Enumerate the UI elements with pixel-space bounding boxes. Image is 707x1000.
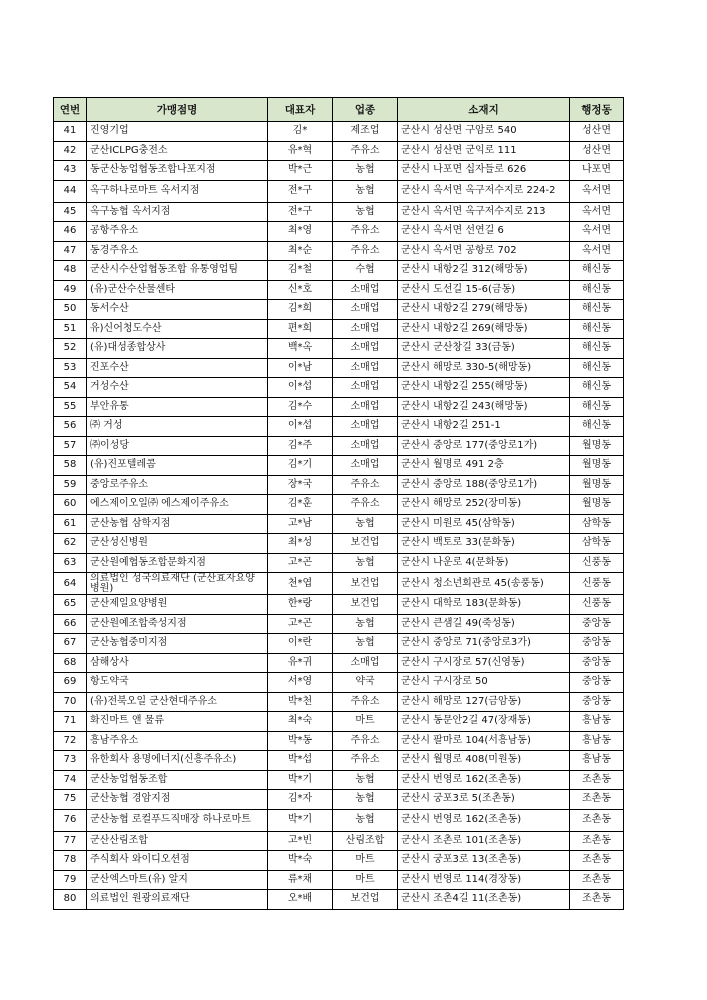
cell-dong: 월명동 xyxy=(570,495,624,515)
cell-type: 소매업 xyxy=(333,378,398,398)
cell-dong: 성산면 xyxy=(570,122,624,142)
cell-name: 옥구하나로마트 옥서지점 xyxy=(87,180,268,202)
cell-rep: 김*훈 xyxy=(268,495,333,515)
cell-type: 소매업 xyxy=(333,456,398,476)
cell-type: 마트 xyxy=(333,851,398,871)
cell-address: 군산시 내항2길 312(해망동) xyxy=(398,261,570,281)
cell-rep: 박*천 xyxy=(268,692,333,712)
cell-rep: 박*동 xyxy=(268,731,333,751)
cell-type: 농협 xyxy=(333,202,398,222)
cell-type: 주유소 xyxy=(333,731,398,751)
cell-type: 소매업 xyxy=(333,339,398,359)
cell-type: 소매업 xyxy=(333,300,398,320)
table-row xyxy=(54,673,624,693)
cell-no: 51 xyxy=(54,319,87,339)
cell-no: 57 xyxy=(54,436,87,456)
cell-type: 소매업 xyxy=(333,653,398,673)
cell-name: 군산성신병원 xyxy=(87,534,268,554)
cell-dong: 삼학동 xyxy=(570,514,624,534)
cell-no: 65 xyxy=(54,595,87,615)
table-row xyxy=(54,595,624,615)
table-row xyxy=(54,751,624,771)
cell-name: (유)전북오일 군산현대주유소 xyxy=(87,692,268,712)
cell-no: 54 xyxy=(54,378,87,398)
cell-rep: 박*기 xyxy=(268,809,333,831)
table-row xyxy=(54,634,624,654)
table-row xyxy=(54,122,624,142)
cell-dong: 신풍동 xyxy=(570,573,624,595)
cell-no: 50 xyxy=(54,300,87,320)
cell-dong: 옥서면 xyxy=(570,222,624,242)
table-row xyxy=(54,890,624,910)
header-rep: 대표자 xyxy=(268,98,333,122)
table-row xyxy=(54,378,624,398)
cell-dong: 성산면 xyxy=(570,141,624,161)
cell-rep: 김*기 xyxy=(268,456,333,476)
cell-name: 화진마트 앤 물류 xyxy=(87,712,268,732)
header-name: 가맹점명 xyxy=(87,98,268,122)
cell-rep: 신*호 xyxy=(268,280,333,300)
cell-address: 군산시 해망로 330-5(해망동) xyxy=(398,358,570,378)
cell-address: 군산시 번영로 114(경장동) xyxy=(398,870,570,890)
cell-rep: 천*엽 xyxy=(268,573,333,595)
cell-address: 군산시 청소년회관로 45(송풍동) xyxy=(398,573,570,595)
cell-address: 군산시 번영로 162(조촌동) xyxy=(398,809,570,831)
cell-dong: 조촌동 xyxy=(570,851,624,871)
cell-dong: 조촌동 xyxy=(570,831,624,851)
cell-type: 주유소 xyxy=(333,692,398,712)
cell-rep: 이*남 xyxy=(268,358,333,378)
cell-no: 61 xyxy=(54,514,87,534)
cell-no: 63 xyxy=(54,553,87,573)
table-row xyxy=(54,417,624,437)
cell-name: 군산시수산업협동조합 유통영업팀 xyxy=(87,261,268,281)
cell-name: 군산농협 경암지점 xyxy=(87,790,268,810)
cell-name: 에스제이오일㈜ 에스제이주유소 xyxy=(87,495,268,515)
cell-rep: 고*남 xyxy=(268,514,333,534)
cell-dong: 중앙동 xyxy=(570,634,624,654)
cell-rep: 오*배 xyxy=(268,890,333,910)
cell-name: 진영기업 xyxy=(87,122,268,142)
cell-rep: 최*숙 xyxy=(268,712,333,732)
cell-address: 군산시 월명로 408(미원동) xyxy=(398,751,570,771)
cell-no: 49 xyxy=(54,280,87,300)
cell-type: 농협 xyxy=(333,809,398,831)
cell-name: (유)군산수산물센타 xyxy=(87,280,268,300)
cell-rep: 최*영 xyxy=(268,222,333,242)
cell-address: 군산시 큰샘길 49(죽성동) xyxy=(398,614,570,634)
cell-name: 삼해상사 xyxy=(87,653,268,673)
cell-name: 유)신어청도수산 xyxy=(87,319,268,339)
cell-rep: 김*수 xyxy=(268,397,333,417)
cell-type: 수협 xyxy=(333,261,398,281)
cell-rep: 최*성 xyxy=(268,534,333,554)
cell-name: 거성수산 xyxy=(87,378,268,398)
cell-type: 주유소 xyxy=(333,141,398,161)
cell-address: 군산시 나포면 십자들로 626 xyxy=(398,161,570,181)
cell-dong: 월명동 xyxy=(570,436,624,456)
cell-no: 62 xyxy=(54,534,87,554)
cell-address: 군산시 내항2길 255(해망동) xyxy=(398,378,570,398)
cell-address: 군산시 조촌로 101(조촌동) xyxy=(398,831,570,851)
cell-rep: 한*랑 xyxy=(268,595,333,615)
cell-name: 군산원예조합죽성지점 xyxy=(87,614,268,634)
cell-rep: 김*희 xyxy=(268,300,333,320)
cell-name: 주식회사 와이디오션점 xyxy=(87,851,268,871)
cell-address: 군산시 군산창길 33(금동) xyxy=(398,339,570,359)
cell-name: 의료법인 성국의료재단 (군산효자요양병원) xyxy=(87,573,268,595)
cell-name: 공항주유소 xyxy=(87,222,268,242)
cell-no: 42 xyxy=(54,141,87,161)
cell-no: 55 xyxy=(54,397,87,417)
cell-type: 제조업 xyxy=(333,122,398,142)
cell-rep: 최*순 xyxy=(268,241,333,261)
cell-rep: 김*철 xyxy=(268,261,333,281)
table-row xyxy=(54,300,624,320)
cell-dong: 나포면 xyxy=(570,161,624,181)
cell-no: 76 xyxy=(54,809,87,831)
cell-rep: 박*숙 xyxy=(268,851,333,871)
cell-address: 군산시 번영로 162(조촌동) xyxy=(398,770,570,790)
cell-dong: 조촌동 xyxy=(570,890,624,910)
cell-dong: 흥남동 xyxy=(570,751,624,771)
cell-name: 군산농업협동조합 xyxy=(87,770,268,790)
cell-dong: 옥서면 xyxy=(570,202,624,222)
cell-rep: 김*자 xyxy=(268,790,333,810)
header-address: 소재지 xyxy=(398,98,570,122)
cell-no: 78 xyxy=(54,851,87,871)
cell-address: 군산시 구시장로 50 xyxy=(398,673,570,693)
cell-type: 농협 xyxy=(333,180,398,202)
cell-no: 71 xyxy=(54,712,87,732)
table-row xyxy=(54,495,624,515)
cell-no: 53 xyxy=(54,358,87,378)
table-row xyxy=(54,790,624,810)
cell-name: 진포수산 xyxy=(87,358,268,378)
table-row xyxy=(54,261,624,281)
cell-no: 45 xyxy=(54,202,87,222)
cell-type: 소매업 xyxy=(333,358,398,378)
cell-dong: 해신동 xyxy=(570,300,624,320)
cell-no: 43 xyxy=(54,161,87,181)
table-row xyxy=(54,222,624,242)
cell-dong: 중앙동 xyxy=(570,653,624,673)
cell-dong: 중앙동 xyxy=(570,692,624,712)
cell-address: 군산시 성산면 군익로 111 xyxy=(398,141,570,161)
cell-name: 군산엑스마트(유) 알지 xyxy=(87,870,268,890)
cell-dong: 해신동 xyxy=(570,261,624,281)
table-row xyxy=(54,319,624,339)
cell-dong: 삼학동 xyxy=(570,534,624,554)
cell-no: 75 xyxy=(54,790,87,810)
cell-dong: 옥서면 xyxy=(570,180,624,202)
cell-no: 80 xyxy=(54,890,87,910)
cell-address: 군산시 내항2길 243(해망동) xyxy=(398,397,570,417)
cell-type: 농협 xyxy=(333,770,398,790)
cell-address: 군산시 내항2길 251-1 xyxy=(398,417,570,437)
cell-type: 마트 xyxy=(333,712,398,732)
cell-no: 66 xyxy=(54,614,87,634)
cell-type: 농협 xyxy=(333,514,398,534)
cell-no: 74 xyxy=(54,770,87,790)
cell-address: 군산시 구시장로 57(신영동) xyxy=(398,653,570,673)
cell-rep: 고*빈 xyxy=(268,831,333,851)
table-row xyxy=(54,831,624,851)
cell-address: 군산시 월명로 491 2층 xyxy=(398,456,570,476)
cell-rep: 고*곤 xyxy=(268,553,333,573)
cell-type: 농협 xyxy=(333,614,398,634)
cell-rep: 서*영 xyxy=(268,673,333,693)
cell-dong: 옥서면 xyxy=(570,241,624,261)
cell-dong: 월명동 xyxy=(570,475,624,495)
cell-name: 군산원예협동조합문화지점 xyxy=(87,553,268,573)
header-type: 업종 xyxy=(333,98,398,122)
cell-name: (유)진포텔레콤 xyxy=(87,456,268,476)
cell-address: 군산시 팔마로 104(서흥남동) xyxy=(398,731,570,751)
table-row xyxy=(54,241,624,261)
cell-type: 보건업 xyxy=(333,534,398,554)
cell-type: 산림조합 xyxy=(333,831,398,851)
cell-no: 48 xyxy=(54,261,87,281)
table-row xyxy=(54,731,624,751)
cell-dong: 조촌동 xyxy=(570,770,624,790)
cell-type: 농협 xyxy=(333,161,398,181)
cell-no: 56 xyxy=(54,417,87,437)
table-row xyxy=(54,712,624,732)
cell-rep: 박*기 xyxy=(268,770,333,790)
cell-address: 군산시 옥서면 옥구저수지로 224-2 xyxy=(398,180,570,202)
cell-rep: 박*근 xyxy=(268,161,333,181)
cell-name: 의료법인 원광의료재단 xyxy=(87,890,268,910)
table-row xyxy=(54,614,624,634)
cell-no: 72 xyxy=(54,731,87,751)
cell-name: 부안유통 xyxy=(87,397,268,417)
cell-address: 군산시 동문안2길 47(장재동) xyxy=(398,712,570,732)
cell-address: 군산시 중앙로 177(중앙로1가) xyxy=(398,436,570,456)
cell-dong: 해신동 xyxy=(570,378,624,398)
cell-name: 동군산농업협동조합나포지점 xyxy=(87,161,268,181)
cell-address: 군산시 내항2길 269(해망동) xyxy=(398,319,570,339)
cell-address: 군산시 성산면 구암로 540 xyxy=(398,122,570,142)
cell-name: 항도약국 xyxy=(87,673,268,693)
cell-address: 군산시 해망로 252(장미동) xyxy=(398,495,570,515)
cell-no: 59 xyxy=(54,475,87,495)
cell-type: 주유소 xyxy=(333,241,398,261)
cell-no: 58 xyxy=(54,456,87,476)
cell-address: 군산시 옥서면 옥구저수지로 213 xyxy=(398,202,570,222)
cell-type: 주유소 xyxy=(333,495,398,515)
cell-no: 77 xyxy=(54,831,87,851)
cell-no: 60 xyxy=(54,495,87,515)
cell-address: 군산시 중앙로 188(중앙로1가) xyxy=(398,475,570,495)
cell-type: 농협 xyxy=(333,634,398,654)
cell-address: 군산시 대학로 183(문화동) xyxy=(398,595,570,615)
cell-dong: 해신동 xyxy=(570,280,624,300)
cell-no: 67 xyxy=(54,634,87,654)
cell-dong: 해신동 xyxy=(570,397,624,417)
table-row xyxy=(54,397,624,417)
table-row xyxy=(54,770,624,790)
cell-no: 79 xyxy=(54,870,87,890)
cell-address: 군산시 궁포3로 5(조촌동) xyxy=(398,790,570,810)
cell-address: 군산시 나운로 4(문화동) xyxy=(398,553,570,573)
cell-dong: 신풍동 xyxy=(570,553,624,573)
table-row xyxy=(54,202,624,222)
cell-type: 주유소 xyxy=(333,751,398,771)
cell-name: 옥구농협 옥서지점 xyxy=(87,202,268,222)
cell-name: 중앙로주유소 xyxy=(87,475,268,495)
cell-address: 군산시 옥서면 공항로 702 xyxy=(398,241,570,261)
cell-no: 73 xyxy=(54,751,87,771)
table-row xyxy=(54,692,624,712)
cell-name: 군산산림조합 xyxy=(87,831,268,851)
table-row xyxy=(54,456,624,476)
cell-address: 군산시 내항2길 279(해망동) xyxy=(398,300,570,320)
table-row xyxy=(54,514,624,534)
cell-dong: 월명동 xyxy=(570,456,624,476)
table-row xyxy=(54,534,624,554)
table-row xyxy=(54,870,624,890)
header-row xyxy=(54,98,624,122)
cell-address: 군산시 궁포3로 13(조촌동) xyxy=(398,851,570,871)
cell-name: ㈜ 거성 xyxy=(87,417,268,437)
merchant-table xyxy=(53,97,624,910)
cell-no: 68 xyxy=(54,653,87,673)
cell-no: 47 xyxy=(54,241,87,261)
cell-address: 군산시 백토로 33(문화동) xyxy=(398,534,570,554)
cell-name: 흥남주유소 xyxy=(87,731,268,751)
cell-address: 군산시 조촌4길 11(조촌동) xyxy=(398,890,570,910)
cell-name: 군산농협중미지점 xyxy=(87,634,268,654)
cell-type: 소매업 xyxy=(333,397,398,417)
cell-address: 군산시 미원로 45(삼학동) xyxy=(398,514,570,534)
table-row xyxy=(54,553,624,573)
cell-name: 동서수산 xyxy=(87,300,268,320)
cell-name: 군산ICLPG충전소 xyxy=(87,141,268,161)
header-dong: 행정동 xyxy=(570,98,624,122)
cell-no: 69 xyxy=(54,673,87,693)
table-row xyxy=(54,809,624,831)
cell-rep: 이*섭 xyxy=(268,417,333,437)
table-row xyxy=(54,653,624,673)
cell-type: 농협 xyxy=(333,790,398,810)
cell-address: 군산시 도선길 15-6(금동) xyxy=(398,280,570,300)
table-row xyxy=(54,339,624,359)
cell-no: 41 xyxy=(54,122,87,142)
cell-dong: 중앙동 xyxy=(570,614,624,634)
cell-type: 소매업 xyxy=(333,319,398,339)
table-row xyxy=(54,436,624,456)
cell-no: 46 xyxy=(54,222,87,242)
table-row xyxy=(54,475,624,495)
cell-rep: 이*란 xyxy=(268,634,333,654)
cell-dong: 신풍동 xyxy=(570,595,624,615)
cell-dong: 조촌동 xyxy=(570,790,624,810)
cell-rep: 이*섭 xyxy=(268,378,333,398)
table-row xyxy=(54,358,624,378)
table-row xyxy=(54,161,624,181)
cell-type: 소매업 xyxy=(333,436,398,456)
cell-no: 64 xyxy=(54,573,87,595)
cell-no: 70 xyxy=(54,692,87,712)
cell-type: 소매업 xyxy=(333,280,398,300)
cell-name: 군산농협 삼학지점 xyxy=(87,514,268,534)
cell-type: 주유소 xyxy=(333,475,398,495)
cell-type: 소매업 xyxy=(333,417,398,437)
cell-name: 군산농협 로컬푸드직매장 하나로마트 xyxy=(87,809,268,831)
cell-type: 보건업 xyxy=(333,890,398,910)
cell-name: 유한회사 용명에너지(신흥주유소) xyxy=(87,751,268,771)
cell-name: ㈜이성당 xyxy=(87,436,268,456)
cell-dong: 해신동 xyxy=(570,339,624,359)
cell-dong: 중앙동 xyxy=(570,673,624,693)
cell-rep: 유*귀 xyxy=(268,653,333,673)
cell-rep: 백*옥 xyxy=(268,339,333,359)
cell-rep: 김* xyxy=(268,122,333,142)
cell-rep: 전*구 xyxy=(268,180,333,202)
cell-dong: 흥남동 xyxy=(570,712,624,732)
table-row xyxy=(54,851,624,871)
cell-type: 보건업 xyxy=(333,595,398,615)
cell-type: 농협 xyxy=(333,553,398,573)
table-row xyxy=(54,573,624,595)
cell-dong: 해신동 xyxy=(570,358,624,378)
table-row xyxy=(54,280,624,300)
cell-address: 군산시 해망로 127(금암동) xyxy=(398,692,570,712)
cell-rep: 장*국 xyxy=(268,475,333,495)
cell-no: 44 xyxy=(54,180,87,202)
cell-dong: 조촌동 xyxy=(570,809,624,831)
cell-rep: 김*주 xyxy=(268,436,333,456)
cell-rep: 박*섭 xyxy=(268,751,333,771)
cell-no: 52 xyxy=(54,339,87,359)
cell-dong: 해신동 xyxy=(570,417,624,437)
cell-name: 군산제일요양병원 xyxy=(87,595,268,615)
cell-name: 동경주유소 xyxy=(87,241,268,261)
cell-type: 약국 xyxy=(333,673,398,693)
cell-dong: 해신동 xyxy=(570,319,624,339)
cell-dong: 조촌동 xyxy=(570,870,624,890)
cell-rep: 류*채 xyxy=(268,870,333,890)
cell-type: 마트 xyxy=(333,870,398,890)
header-no: 연번 xyxy=(54,98,87,122)
cell-type: 주유소 xyxy=(333,222,398,242)
cell-type: 보건업 xyxy=(333,573,398,595)
cell-address: 군산시 중앙로 71(중앙로3가) xyxy=(398,634,570,654)
cell-rep: 고*곤 xyxy=(268,614,333,634)
cell-rep: 유*혁 xyxy=(268,141,333,161)
table-row xyxy=(54,180,624,202)
cell-address: 군산시 옥서면 선연길 6 xyxy=(398,222,570,242)
cell-rep: 전*구 xyxy=(268,202,333,222)
cell-dong: 흥남동 xyxy=(570,731,624,751)
cell-name: (유)대성종합상사 xyxy=(87,339,268,359)
cell-rep: 편*희 xyxy=(268,319,333,339)
table-row xyxy=(54,141,624,161)
